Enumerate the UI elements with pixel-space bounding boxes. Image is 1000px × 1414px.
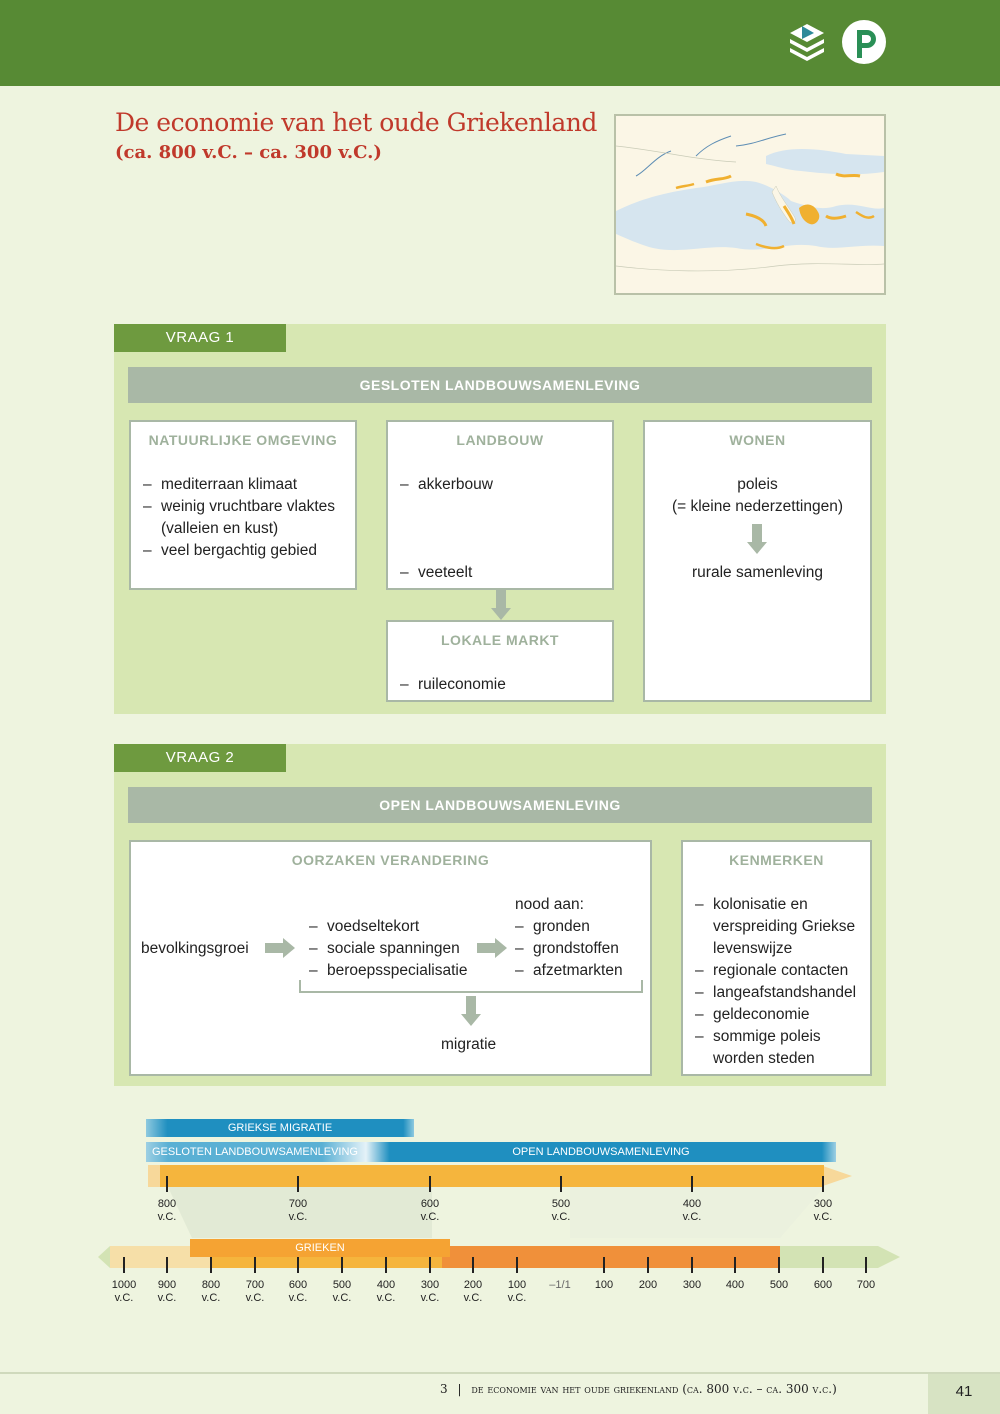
tick-label: 500 [769,1279,789,1291]
page-subtitle: (ca. 800 v.C. – ca. 300 v.C.) [115,142,382,163]
tick-label: 100 [594,1279,614,1291]
tick [297,1176,299,1192]
tick-label: 200 v.C. [463,1279,483,1304]
footer-divider [0,1372,1000,1374]
migration-label: GRIEKSE MIGRATIE [227,1122,333,1134]
list-item: – ruileconomie [400,674,624,696]
list-item: – grondstoffen [515,938,623,960]
right-arrow-icon [265,938,295,958]
mediterranean-map [614,114,886,295]
list-item: – regionale contacten [695,960,871,982]
box-heading: LOKALE MARKT [441,632,559,648]
stack-logo-icon [784,18,830,64]
list-item: – veeteelt [400,562,624,584]
box-heading: LANDBOUW [456,432,544,448]
tick-label: 300 v.C. [813,1198,833,1223]
down-arrow-icon [491,590,511,620]
list-item: worden steden [713,1050,815,1067]
tick-label: 600 [813,1279,833,1291]
pelckmans-logo-icon [840,18,888,66]
page-title: De economie van het oude Griekenland [115,108,597,137]
right-arrow-icon [477,938,507,958]
box-heading: NATUURLIJKE OMGEVING [148,432,338,448]
agriculture-box [386,420,614,590]
tick-label: 700 v.C. [245,1279,265,1304]
closed-society-timeline-label: GESLOTEN LANDBOUWSAMENLEVING [152,1146,358,1158]
tick [429,1176,431,1192]
tick-label: 700 v.C. [288,1198,308,1223]
tick-label: 600 v.C. [420,1198,440,1223]
list-item: levenswijze [713,940,793,957]
closed-society-bar: GESLOTEN LANDBOUWSAMENLEVING [128,367,872,403]
list-item: – mediterraan klimaat [143,474,353,496]
list-item: – weinig vruchtbare vlaktes [143,496,353,518]
tick-label: 400 v.C. [682,1198,702,1223]
list-item: – gronden [515,916,623,938]
list-item: verspreiding Griekse [713,918,856,935]
question-1-tab: VRAAG 1 [114,324,286,352]
open-society-timeline-label: OPEN LANDBOUWSAMENLEVING [512,1146,690,1158]
footer-chapter-title: de economie van het oude griekenland (ca. 800 v.c. – ca. 300 v.c.) [471,1382,837,1396]
tick [691,1176,693,1192]
tick-label: 700 [856,1279,876,1291]
tick-label-zero: –1/1 [549,1279,571,1291]
tick-label: 500 v.C. [332,1279,352,1304]
need-label: nood aan: [515,896,584,913]
question-2-tab: VRAAG 2 [114,744,286,772]
living-box [643,420,872,702]
list-item: – sociale spanningen [309,938,467,960]
tick-label: 400 [725,1279,745,1291]
tick-label: 300 v.C. [420,1279,440,1304]
list-item: – voedseltekort [309,916,467,938]
list-item: – kolonisatie en [695,894,871,916]
greeks-label: GRIEKEN [190,1239,450,1257]
tick-label: 800 v.C. [201,1279,221,1304]
box-heading: WONEN [729,432,786,448]
tick-label: 500 v.C. [551,1198,571,1223]
list-item: – afzetmarkten [515,960,623,982]
tick [560,1176,562,1192]
rural-society-text: rurale samenleving [692,564,823,581]
tick-label: 200 [638,1279,658,1291]
tick-label: 1000 v.C. [111,1279,137,1304]
down-arrow-icon [461,996,481,1026]
list-item: – sommige poleis [695,1026,871,1048]
open-society-bar: OPEN LANDBOUWSAMENLEVING [128,787,872,823]
list-item: – beroepsspecialisatie [309,960,467,982]
list-item: – langeafstandshandel [695,982,871,1004]
down-arrow-icon [747,524,767,554]
box-heading: OORZAKEN VERANDERING [291,852,490,868]
migration-text: migratie [441,1036,497,1053]
tick-label: 900 v.C. [157,1279,177,1304]
list-item: – geldeconomie [695,1004,871,1026]
tick [166,1176,168,1192]
poleis-definition: (= kleine nederzettingen) [671,498,844,515]
list-item: – veel bergachtig gebied [143,540,353,562]
list-item: (valleien en kust) [161,520,279,537]
local-market-box [386,620,614,702]
poleis-text: poleis [737,476,778,493]
tick-label: 300 [682,1279,702,1291]
causes-box [129,840,652,1076]
population-growth-text: bevolkingsgroei [141,940,249,957]
tick-label: 100 v.C. [507,1279,527,1304]
traits-box [681,840,872,1076]
box-heading: KENMERKEN [729,852,824,868]
natural-environment-box [129,420,357,590]
tick [822,1176,824,1192]
tick-label: 400 v.C. [376,1279,396,1304]
footer-chapter: 3 | de economie van het oude griekenland (ca. 800 v.c. – ca. 300 v.c.) [440,1382,837,1396]
tick-label: 800 v.C. [157,1198,177,1223]
page-number: 41 [928,1374,1000,1414]
tick-label: 600 v.C. [288,1279,308,1304]
list-item: – akkerbouw [400,474,624,496]
